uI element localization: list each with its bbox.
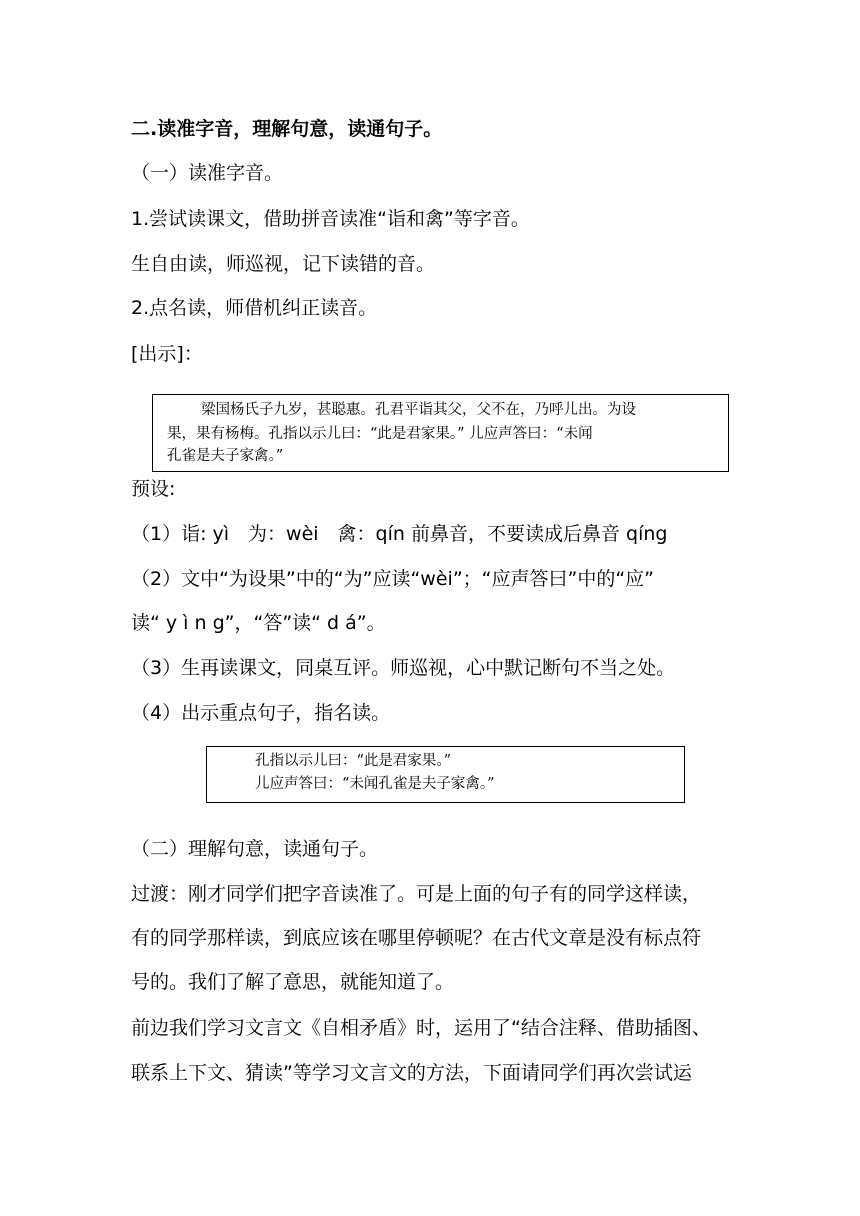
transition-line: 号的。我们了解了意思，就能知道了。 bbox=[131, 971, 455, 993]
step-1-text: 1.尝试读课文，借助拼音读准“诣和禽”等字音。 bbox=[131, 208, 530, 230]
section-heading: 二.读准字音，理解句意，读通句子。 bbox=[131, 118, 443, 140]
step-2-text: 2.点名读，师借机纠正读音。 bbox=[131, 297, 378, 319]
preset-item-1: （1）诣: yì 为：wèi 禽：qín 前鼻音，不要读成后鼻音 qíng bbox=[131, 523, 668, 545]
preset-item-4: （4）出示重点句子，指名读。 bbox=[131, 702, 391, 724]
passage-box bbox=[152, 394, 729, 472]
preset-item-3: （3）生再读课文，同桌互评。师巡视，心中默记断句不当之处。 bbox=[131, 657, 676, 679]
preset-item-2-line-2: 读“ y ì n g”，“答”读“ d á”。 bbox=[131, 612, 386, 634]
transition-line: 有的同学那样读，到底应该在哪里停顿呢？在古代文章是没有标点符 bbox=[131, 927, 702, 949]
key-sentence-line: 孔指以示儿曰：“此是君家果。” bbox=[255, 753, 452, 769]
transition-line: 过渡：刚才同学们把字音读准了。可是上面的句子有的同学这样读， bbox=[131, 883, 702, 905]
subsection-title-comprehension: （二）理解句意，读通句子。 bbox=[131, 838, 379, 860]
key-sentence-line: 儿应声答曰：“未闻孔雀是夫子家禽。” bbox=[255, 776, 495, 792]
passage-line: 果，果有杨梅。孔指以示儿曰：“此是君家果。” 儿应声答曰：“未闻 bbox=[167, 426, 593, 442]
step-1-detail: 生自由读，师巡视，记下读错的音。 bbox=[131, 253, 436, 275]
preset-label: 预设: bbox=[131, 478, 176, 500]
passage-line: 梁国杨氏子九岁，甚聪惠。孔君平诣其父，父不在，乃呼儿出。为设 bbox=[201, 402, 636, 418]
show-label: [出示]： bbox=[131, 343, 203, 365]
method-line: 前边我们学习文言文《自相矛盾》时，运用了“结合注释、借助插图、 bbox=[131, 1017, 711, 1039]
key-sentences-box bbox=[206, 746, 685, 803]
passage-line: 孔雀是夫子家禽。” bbox=[167, 448, 284, 464]
subsection-title-pronunciation: （一）读准字音。 bbox=[131, 162, 284, 184]
method-line: 联系上下文、猜读”等学习文言文的方法，下面请同学们再次尝试运 bbox=[131, 1062, 692, 1084]
preset-item-2-line-1: （2）文中“为设果”中的“为”应读“wèi”；“应声答曰”中的“应” bbox=[131, 568, 655, 590]
